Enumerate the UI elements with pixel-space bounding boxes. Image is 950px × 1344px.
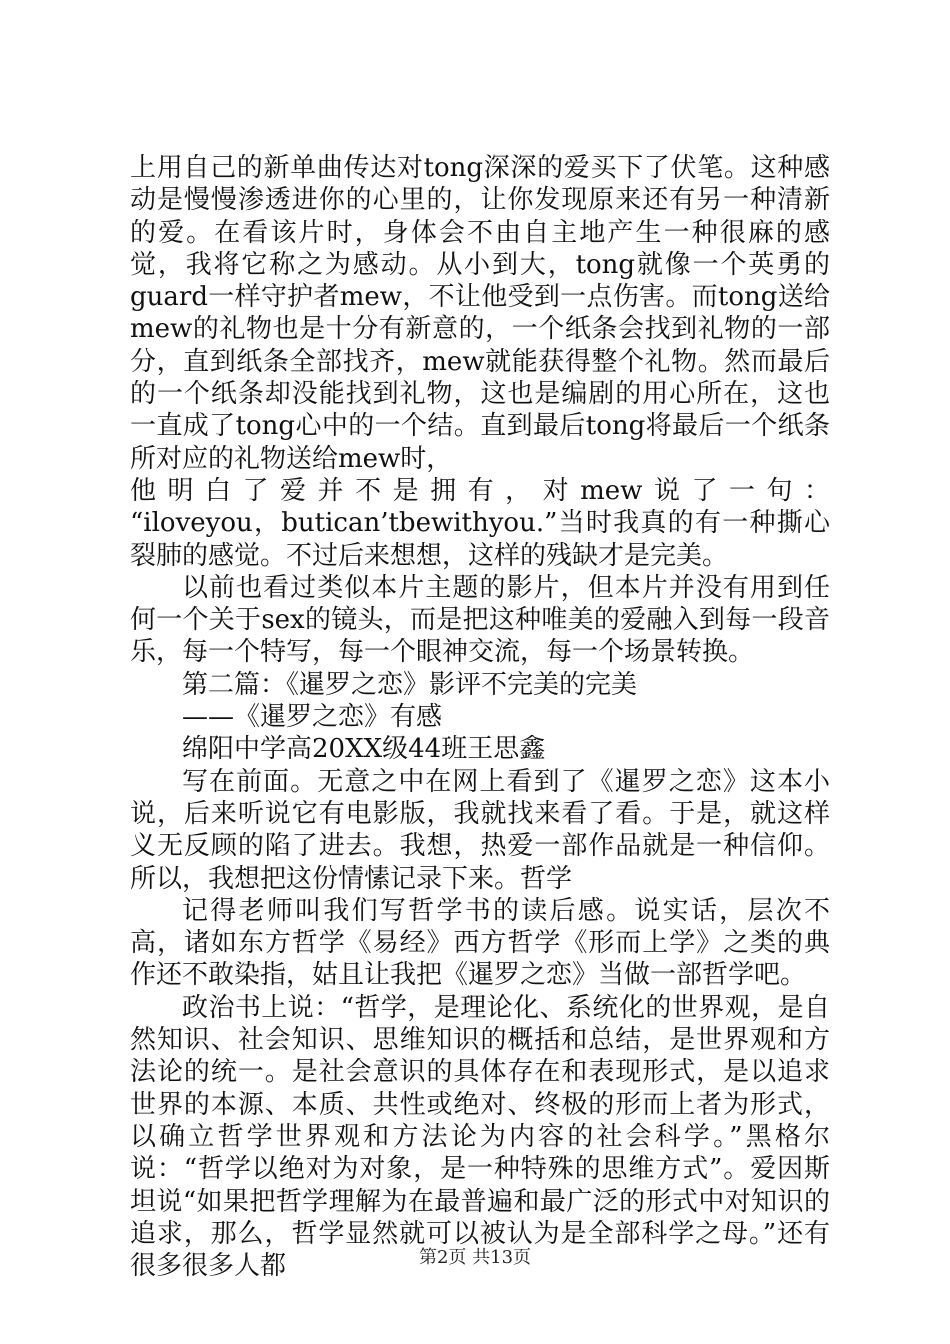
paragraph-continuation: 上用自己的新单曲传达对tong深深的爱买下了伏笔。这种感动是慢慢渗透进你的心里的，让你发现原来还有另一种清新的爱。在看该片时，身体会不由自主地产生一种很麻的感觉，我将它称之为感动。从小到大，tong就像一个英勇的guard一样守护者mew，不让他受到一点伤害。而tong送给mew的礼物也是十分有新意的，一个纸条会找到礼物的一部分，直到纸条全部找齐，mew就能获得整个礼物。然而最后的一个纸条却没能找到礼物，这也是编剧的用心所在，这也一直成了tong心中的一个结。直到最后tong将最后一个纸条所对应的礼物送给mew时， (130, 153, 830, 474)
paragraph-philosophy: 政治书上说：“哲学，是理论化、系统化的世界观，是自然知识、社会知识、思维知识的概括和总结，是世界观和方法论的统一。是社会意识的具体存在和表现形式，是以追求世界的本源、本质、共性或绝对、终极的形而上者为形式，以确立哲学世界观和方法论为内容的社会科学。”黑格尔说：“哲学以绝对为对象，是一种特殊的思维方式”。爱因斯坦说“如果把哲学理解为在最普遍和最广泛的形式中对知识的追求，那么，哲学显然就可以被认为是全部科学之母。”还有很多很多人都 (130, 992, 830, 1282)
section-title: 第二篇：《暹罗之恋》影评不完美的完美 (182, 669, 638, 700)
document-body (130, 152, 830, 1282)
page-footer: 第2页 共13页 (418, 1247, 532, 1268)
paragraph-review-ending: 以前也看过类似本片主题的影片，但本片并没有用到任何一个关于sex的镜头，而是把这种唯美的爱融入到每一段音乐，每一个特写，每一个眼神交流，每一个场景转换。 (130, 572, 830, 668)
paragraph-preface: 写在前面。无意之中在网上看到了《暹罗之恋》这本小说，后来听说它有电影版，我就找来看了看。于是，就这样义无反顾的陷了进去。我想，热爱一部作品就是一种信仰。所以，我想把这份情愫记录下来。哲学 (130, 766, 830, 894)
section-subtitle: ——《暹罗之恋》有感 (182, 702, 443, 733)
paragraph-assignment: 记得老师叫我们写哲学书的读后感。说实话，层次不高，诸如东方哲学《易经》西方哲学《形而上学》之类的典作还不敢染指，姑且让我把《暹罗之恋》当做一部哲学吧。 (130, 895, 830, 991)
paragraph-quote-lead: 他明白了爱并不是拥有，对mew说了一句： (130, 475, 830, 506)
paragraph-quote: “iloveyou，butican’tbewithyou.”当时我真的有一种撕心裂肺的感觉。不过后来想想，这样的残缺才是完美。 (130, 508, 830, 571)
author-line: 绵阳中学高20XX级44班王思鑫 (182, 734, 546, 765)
